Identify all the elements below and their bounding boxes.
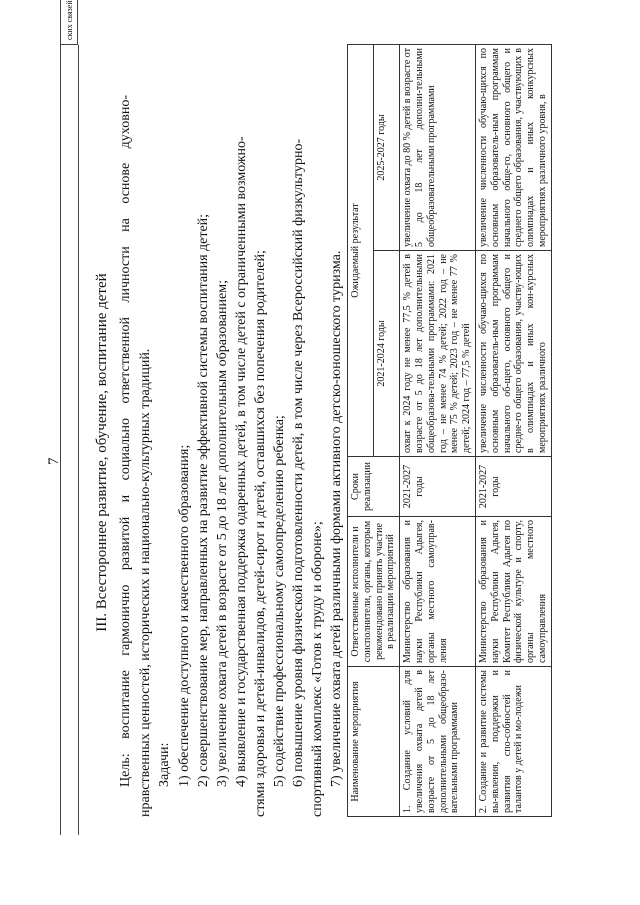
header-terms: Сроки реализации <box>348 457 400 517</box>
header-name: Наименование мероприятия <box>348 667 400 817</box>
row-result-period-2: увеличение охвата до 80 % детей в возрасте от 5 до 18 лет дополни-тельными общеобразовательными программами <box>400 44 476 250</box>
task-2: 2) совершенствование мер, направленных на развитие эффективной системы воспитания детей; <box>196 213 211 787</box>
row-result-period-1: увеличение численности обучаю-щихся по основным образователь-ным программам начального об-щего, основного общего и средне-го общего образования, участву-ющих в олимпиадах и иных кон-курсных мероприятиях различного <box>475 251 551 457</box>
table-top-border <box>60 45 61 835</box>
row-result-period-1: охват к 2024 году не менее 77,5 % детей в возрасте от 5 до 18 лет дополнительными общеобразова-тельными программами: 2021 год – не менее 74 % детей; 2022 год – не менее 75 % детей; 2023 год – не менее 77 % детей; 2024 год – 77,5 % детей <box>400 251 476 457</box>
row-executors: Министерство образования и науки Республики Адыгея, Комитет Республики Адыгея по физической культуре и спорту, органы местного самоуправления <box>475 517 551 667</box>
table-header-row <box>348 44 374 816</box>
table-top-border-2 <box>78 45 79 835</box>
header-period-2: 2025-2027 годы <box>374 44 400 250</box>
header-executors: Ответственные исполнители и соисполнители, органы, которым рекомендовано принять участие в реализации мероприятий <box>348 517 400 667</box>
task-6-line-2: спортивный комплекс «Готов к труду и обороне»; <box>310 521 325 817</box>
table-row <box>400 44 476 816</box>
row-result-period-2: увеличение численности обучаю-щихся по основным образователь-ным программам начального обще-го, основного общего и среднего общего образования, участвующих в олимпиадах и иных конкурсных мероприятиях различного уровня, в <box>475 44 551 250</box>
row-terms: 2021-2027 годы <box>400 457 476 517</box>
task-6-line-1: 6) повышение уровня физической подготовленности детей, в том числе через Всероссийский физкультурно- <box>291 138 306 787</box>
page-number: 7 <box>46 457 62 465</box>
measures-table <box>347 44 552 817</box>
task-7: 7) увеличение охвата детей различными формами активного детско-юношеского туризма. <box>329 250 344 787</box>
table-row <box>475 44 551 816</box>
goal-line-1: Цель: воспитание гармонично развитой и социально ответственной личности на основе духовно- <box>118 95 133 787</box>
previous-table-stub: ских связей <box>60 0 78 45</box>
task-3: 3) увеличение охвата детей в возрасте от 5 до 18 лет дополнительным образованием; <box>215 280 230 787</box>
task-5: 5) содействие профессиональному самоопределению ребенка; <box>272 415 287 787</box>
row-terms: 2021-2027 годы <box>475 457 551 517</box>
row-name: 1. Создание условий для увеличения охвата детей в возрасте от 5 до 18 лет дополнительными общеобразо-вательными программами <box>400 667 476 817</box>
task-4-line-1: 4) выявление и государственная поддержка одаренных детей, в том числе детей с ограниченными возможно- <box>234 136 249 787</box>
row-executors: Министерство образования и науки Республики Адыгея, органы местного самоуправ-ления <box>400 517 476 667</box>
tasks-label: Задачи: <box>157 742 172 787</box>
row-name: 2. Создание и развитие системы вы-явления, поддержки и развития спо-собностей и талантов у детей и мо-лодежи <box>475 667 551 817</box>
goal-line-2: нравственных ценностей, исторических и национально-культурных традиций. <box>138 348 153 817</box>
task-4-line-2: стями здоровья и детей-инвалидов, детей-сирот и детей, оставшихся без попечения родителей; <box>253 250 268 817</box>
section-title: III. Всестороннее развитие, обучение, воспитание детей <box>94 273 110 632</box>
header-result: Ожидаемый результат <box>348 44 374 456</box>
task-1: 1) обеспечение доступного и качественного образования; <box>177 444 192 787</box>
header-period-1: 2021-2024 годы <box>374 251 400 457</box>
